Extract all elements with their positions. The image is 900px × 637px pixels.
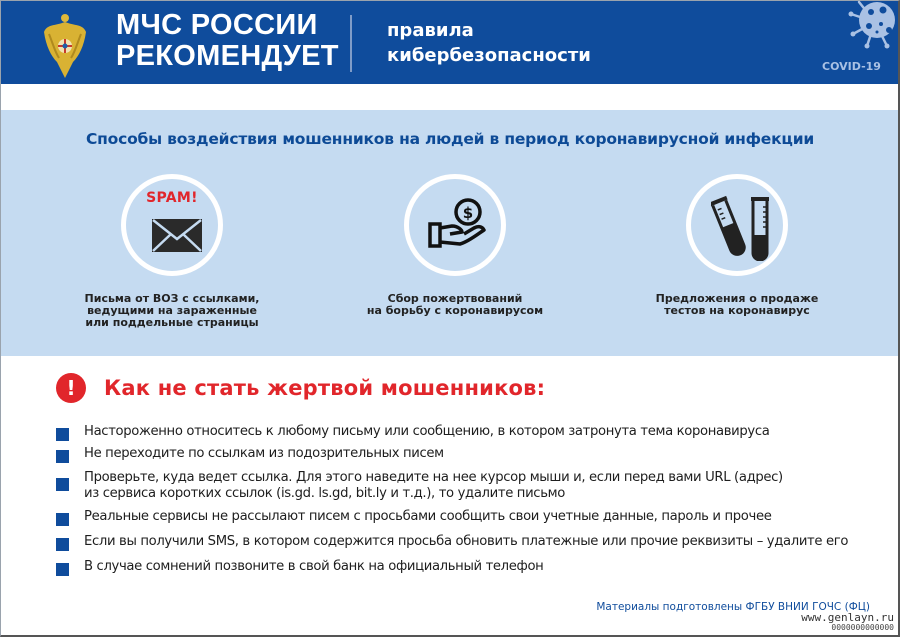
caption-line: на борьбу с коронавирусом (366, 304, 544, 317)
caption-line: Письма от ВОЗ с ссылками, (84, 292, 260, 305)
watermark-code: 0000000000000 (831, 623, 894, 632)
caption-line: тестов на коронавирус (664, 304, 810, 317)
caption-line: или поддельные страницы (85, 316, 259, 329)
caption-line: ведущими на зараженные (87, 304, 257, 317)
brand-line-1: МЧС РОССИИ (116, 9, 318, 41)
rule-text: Настороженно относитесь к любому письму или сообщению, в котором затронута тема коронавируса (84, 424, 770, 439)
rule-text: Если вы получили SMS, в котором содержится просьба обновить платежные или прочие реквизиты – удалите его (84, 534, 849, 549)
caption-line: Сбор пожертвований (387, 292, 523, 305)
svg-text:$: $ (462, 204, 474, 222)
footer-credit: Материалы подготовлены ФГБУ ВНИИ ГОЧС (ФЦ) (596, 601, 870, 613)
spam-label: SPAM! (146, 190, 198, 206)
brand-line-2: РЕКОМЕНДУЕТ (116, 40, 339, 72)
rule-text: Проверьте, куда ведет ссылка. Для этого наведите на нее курсор мыши и, если перед вами URL (адрес) из сервиса коротких ссылок (is.gd. ls.gd, bit.ly и т.д.), то удалите письмо (84, 470, 783, 501)
caption-line: Предложения о продаже (655, 292, 819, 305)
subtitle-line-2: кибербезопасности (387, 45, 591, 66)
rules-title: Как не стать жертвой мошенников: (104, 376, 546, 400)
rule-text: Реальные сервисы не рассылают писем с просьбами сообщить свои учетные данные, пароль и прочее (84, 509, 772, 524)
rule-text: В случае сомнений позвоните в свой банк на официальный телефон (84, 559, 544, 574)
methods-title: Способы воздействия мошенников на людей в период коронавирусной инфекции (85, 130, 815, 148)
subtitle-line-1: правила (387, 20, 474, 41)
exclamation-icon: ! (56, 373, 86, 403)
watermark-url: www.genlayn.ru (801, 611, 894, 624)
covid-badge: COVID-19 (822, 60, 881, 73)
rule-text: Не переходите по ссылкам из подозрительных писем (84, 446, 444, 461)
